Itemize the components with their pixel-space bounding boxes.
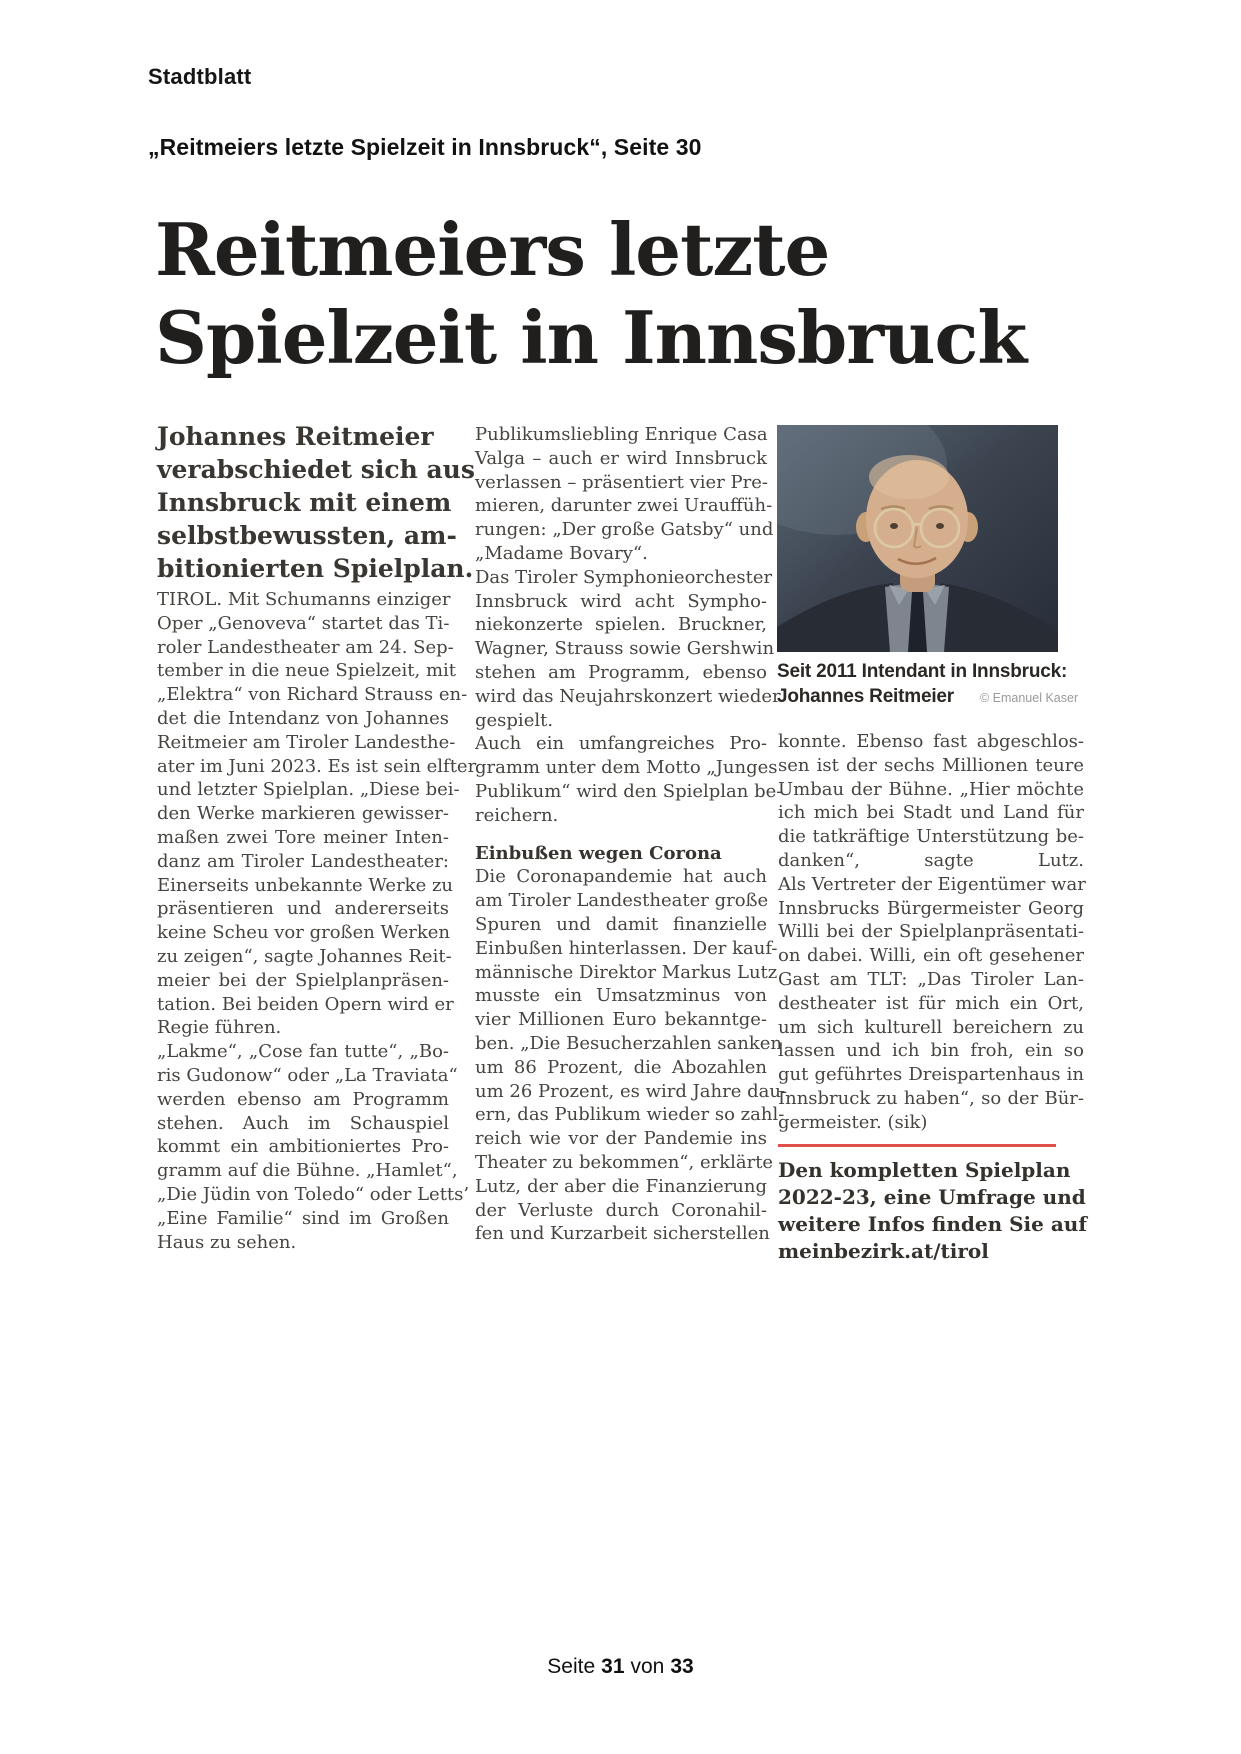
footer-page-number: 31 xyxy=(601,1655,625,1678)
photo-caption-name: Johannes Reitmeier xyxy=(777,686,954,707)
text-line: verabschiedet sich aus xyxy=(157,455,475,484)
text-line: Reitmeier am Tiroler Landesthe- xyxy=(157,731,456,753)
text-line: werden ebenso am Programm xyxy=(157,1088,449,1110)
text-line: Regie führen. xyxy=(157,1017,282,1039)
text-line: „Madame Bovary“. xyxy=(475,542,648,564)
text-line: und letzter Spielplan. „Diese bei- xyxy=(157,779,460,801)
text-line: niekonzerte spielen. Bruckner, xyxy=(475,614,767,636)
text-line: Johannes Reitmeier xyxy=(157,422,434,451)
text-line: um 86 Prozent, die Abozahlen xyxy=(475,1056,767,1078)
document-heading: „Reitmeiers letzte Spielzeit in Innsbruck“, Seite 30 xyxy=(148,134,702,160)
text-line: präsentieren und andererseits xyxy=(157,898,449,920)
text-line: Lutz, der aber die Finanzierung xyxy=(475,1175,767,1197)
text-line: keine Scheu vor großen Werken xyxy=(157,922,450,944)
text-line: Innsbrucks Bürgermeister Georg xyxy=(778,897,1084,919)
text-line: selbstbewussten, am- xyxy=(157,521,457,550)
text-line: „Eine Familie“ sind im Großen xyxy=(157,1207,449,1229)
text-line: Die Coronapandemie hat auch xyxy=(475,866,767,888)
accent-divider xyxy=(778,1144,1056,1147)
text-line: die tatkräftige Unterstützung be- xyxy=(778,826,1084,848)
text-line: meinbezirk.at/tirol xyxy=(778,1239,989,1263)
text-line: Oper „Genoveva“ startet das Ti- xyxy=(157,612,450,634)
text-line: ris Gudonow“ oder „La Traviata“ xyxy=(157,1064,458,1086)
article-column-2 xyxy=(475,423,788,1246)
text-line: Publikumsliebling Enrique Casa xyxy=(475,424,768,445)
text-line: 2022-23, eine Umfrage und xyxy=(778,1185,1086,1209)
text-line: Umbau der Bühne. „Hier möchte xyxy=(778,778,1084,800)
column-2-top xyxy=(475,423,783,828)
text-line: „Die Jüdin von Toledo“ oder Letts’ xyxy=(157,1183,470,1205)
text-line: wird das Neujahrskonzert wieder xyxy=(475,685,781,707)
text-line: Theater zu bekommen“, erklärte xyxy=(475,1151,774,1173)
text-line: ben. „Die Besucherzahlen sanken xyxy=(475,1032,782,1054)
portrait-photo xyxy=(777,425,1058,652)
text-line: on dabei. Willi, ein oft gesehener xyxy=(778,945,1084,967)
text-line: det die Intendanz von Johannes xyxy=(157,707,449,729)
text-line: gespielt. xyxy=(475,709,554,731)
text-line: Willi bei der Spielplanpräsentati- xyxy=(778,921,1084,943)
text-line: tation. Bei beiden Opern wird er xyxy=(157,993,454,1015)
text-line: konnte. Ebenso fast abgeschlos- xyxy=(778,731,1084,752)
text-line: ern, das Publikum wieder so zahl- xyxy=(475,1104,785,1126)
text-line: zu zeigen“, sagte Johannes Reit- xyxy=(157,945,452,967)
text-line: germeister. (sik) xyxy=(778,1111,928,1133)
footer-label-page: Seite xyxy=(547,1655,596,1678)
text-line: Valga – auch er wird Innsbruck xyxy=(475,447,767,469)
text-line: um 26 Prozent, es wird Jahre dau- xyxy=(475,1080,788,1102)
text-line: stehen am Programm, ebenso xyxy=(475,661,767,683)
text-line: fen und Kurzarbeit sicherstellen xyxy=(475,1223,770,1245)
text-line: verlassen – präsentiert vier Pre- xyxy=(475,471,768,493)
text-line: Das Tiroler Symphonieorchester xyxy=(475,566,773,588)
text-line: Innsbruck zu haben“, so der Bür- xyxy=(778,1087,1084,1109)
text-line: stehen. Auch im Schauspiel xyxy=(157,1112,449,1134)
page-footer xyxy=(0,1655,1241,1679)
footer-label-of: von xyxy=(630,1655,665,1678)
text-line: ich mich bei Stadt und Land für xyxy=(778,802,1084,824)
text-line: rungen: „Der große Gatsby“ und xyxy=(475,519,774,541)
text-line: kommt ein ambitioniertes Pro- xyxy=(157,1136,449,1158)
headline-line-2: Spielzeit in Innsbruck xyxy=(155,295,1027,380)
text-line: vier Millionen Euro bekanntge- xyxy=(475,1009,767,1031)
text-line: lassen und ich bin froh, ein so xyxy=(778,1040,1084,1062)
text-line: gramm unter dem Motto „Junges xyxy=(475,757,778,779)
text-line: reich wie vor der Pandemie ins xyxy=(475,1128,767,1150)
portrait-photo-graphic xyxy=(777,425,1058,652)
photo-caption xyxy=(777,659,1083,711)
text-line: ater im Juni 2023. Es ist sein elfter xyxy=(157,755,477,777)
text-line: Einbußen hinterlassen. Der kauf- xyxy=(475,937,778,959)
text-line: Wagner, Strauss sowie Gershwin xyxy=(475,638,775,660)
text-line: Als Vertreter der Eigentümer war xyxy=(778,873,1086,895)
text-line: den Werke markieren gewisser- xyxy=(157,803,449,825)
text-line: destheater ist für mich ein Ort, xyxy=(778,992,1084,1014)
brand-name: Stadtblatt xyxy=(148,64,252,89)
text-line: „Elektra“ von Richard Strauss en- xyxy=(157,684,468,706)
text-line: Spuren und damit finanzielle xyxy=(475,913,767,935)
article-headline xyxy=(155,206,1090,382)
photo-caption-line-1: Seit 2011 Intendant in Innsbruck: xyxy=(777,661,1068,682)
text-line: roler Landestheater am 24. Sep- xyxy=(157,636,454,658)
text-line: Innsbruck mit einem xyxy=(157,488,452,517)
photo-credit: © Emanuel Kaser xyxy=(979,691,1079,705)
article-lead xyxy=(157,420,475,585)
text-line: meier bei der Spielplanpräsen- xyxy=(157,969,449,991)
text-line: gut geführtes Dreispartenhaus in xyxy=(778,1064,1084,1086)
article-column-1 xyxy=(157,588,477,1254)
text-line: der Verluste durch Coronahil- xyxy=(475,1199,767,1221)
text-line: Den kompletten Spielplan xyxy=(778,1158,1071,1182)
text-line: bitionierten Spielplan. xyxy=(157,554,474,583)
text-line: Gast am TLT: „Das Tiroler Lan- xyxy=(778,968,1084,990)
text-line: Einerseits unbekannte Werke zu xyxy=(157,874,454,896)
text-line: maßen zwei Tore meiner Inten- xyxy=(157,826,449,848)
text-line: Publikum“ wird den Spielplan be- xyxy=(475,780,783,802)
column-2-bottom xyxy=(475,865,788,1246)
text-line: sen ist der sechs Millionen teure xyxy=(778,754,1084,776)
headline-line-1: Reitmeiers letzte xyxy=(155,207,830,292)
text-line: danz am Tiroler Landestheater: xyxy=(157,850,449,872)
photo-caption-line-2 xyxy=(777,684,1083,711)
text-line: Auch ein umfangreiches Pro- xyxy=(475,733,767,755)
footer-page-total: 33 xyxy=(670,1655,694,1678)
text-line: weitere Infos finden Sie auf xyxy=(778,1212,1087,1236)
text-line: TIROL. Mit Schumanns einziger xyxy=(157,589,451,610)
text-line: musste ein Umsatzminus von xyxy=(475,985,767,1007)
text-line: „Lakme“, „Cose fan tutte“, „Bo- xyxy=(157,1041,449,1063)
text-line: tember in die neue Spielzeit, mit xyxy=(157,660,457,682)
text-line: am Tiroler Landestheater große xyxy=(475,890,769,912)
section-subhead: Einbußen wegen Corona xyxy=(475,842,722,864)
text-line: reichern. xyxy=(475,804,559,826)
article-column-3 xyxy=(778,730,1084,1135)
text-line: Innsbruck wird acht Sympho- xyxy=(475,590,767,612)
text-line: männische Direktor Markus Lutz xyxy=(475,961,778,983)
text-line: gramm auf die Bühne. „Hamlet“, xyxy=(157,1160,458,1182)
text-line: danken“, sagte Lutz. xyxy=(778,849,1084,871)
text-line: um sich kulturell bereichern zu xyxy=(778,1016,1084,1038)
text-line: Haus zu sehen. xyxy=(157,1231,297,1253)
promo-note xyxy=(778,1157,1087,1265)
text-line: mieren, darunter zwei Urauffüh- xyxy=(475,495,773,517)
